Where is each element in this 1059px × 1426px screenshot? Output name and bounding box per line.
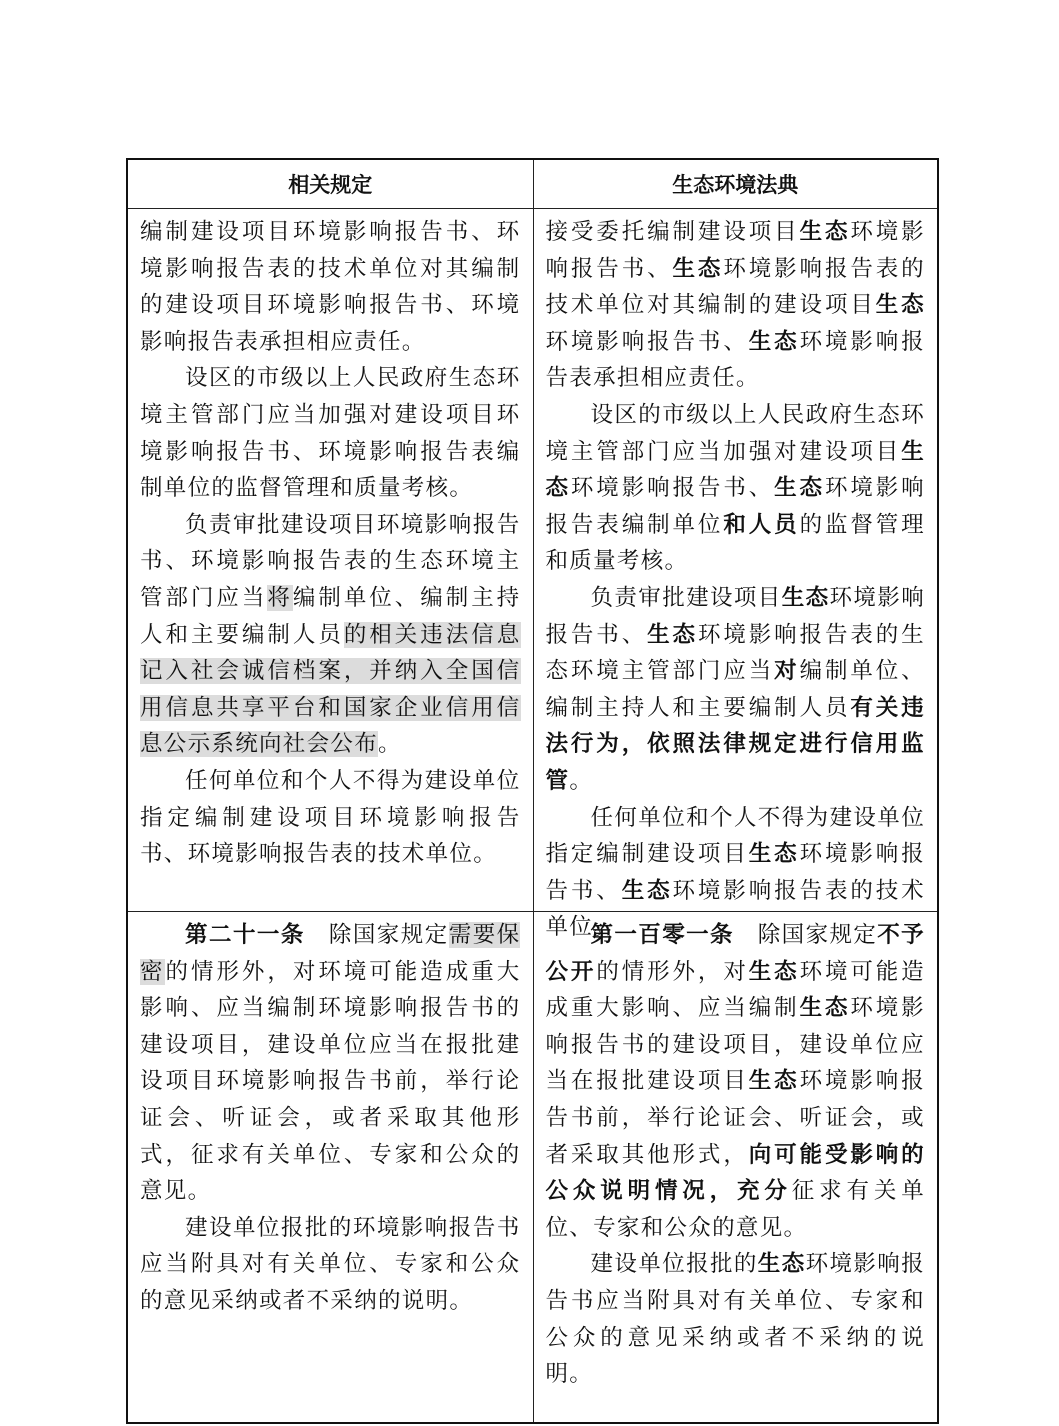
table-row [128,912,937,1422]
text-run: 。 [378,731,402,758]
text-run: 环境影响报告表的技术单位。 [545,877,925,941]
bold-text-run: 生态 [748,841,800,868]
paragraph [546,580,926,800]
text-run: 环境影响报告书的建设项目，建设单位应当在报批建设项目 [545,995,925,1095]
text-run: 的情形外，对环境可能造成重大影响、应当编制环境影响报告书的建设项目，建设单位应当在报批建设项目环境影响报告书前，举行论证会、听证会，或者采取其他形式，征求有关单位、专家和公众的意见。 [140,958,521,1205]
bold-text-run: 生态 [621,877,673,904]
text-run: 。 [569,767,594,794]
left-cell-row1 [128,209,533,911]
bold-text-run: 生态 [799,995,851,1022]
article-number: 第二十一条 [185,922,305,948]
paragraph [140,507,521,763]
text-run: 环境影响报告书、 [570,475,775,502]
highlighted-text: 的相关违法信息记入社会诚信档案，并纳入全国信用信息共享平台和国家企业信用信息公示系统向社会公布 [140,621,521,758]
text-run: 环境影响报告书、 [545,841,925,904]
paragraph: 任何单位和个人不得为建设单位指定编制建设项目环境影响报告书、环境影响报告表的技术单位。 [140,767,521,868]
bold-text-run: 不予公开 [545,922,925,985]
right-cell-row2 [533,912,938,1422]
bold-text-run: 生态 [672,255,724,282]
text-run: 建设单位报批的 [590,1251,758,1278]
paragraph [546,397,926,580]
bold-text-run: 第一百零一条 [590,922,734,948]
bold-text-run: 向可能受影响的公众说明情况，充分 [545,1141,925,1205]
paragraph [140,917,521,1210]
text-run: 环境影响报告表编制单位 [545,475,925,538]
left-cell-row2 [128,912,533,1422]
highlighted-text: 需要保密 [140,922,521,985]
bold-text-run: 生态 [799,219,851,245]
text-run: 环境影响报告表的技术单位对其编制的建设项目 [545,255,925,319]
text-run: 环境影响报告书、 [545,219,925,282]
text-run: 任何单位和个人不得为建设单位指定编制建设项目 [545,804,925,868]
bold-text-run: 对 [774,658,800,685]
text-run: 除国家规定 [304,922,449,948]
bold-text-run: 有关违法行为，依照法律规定进行信用监管 [545,694,925,794]
bold-text-run: 生态 [774,475,825,502]
bold-text-run: 生态 [748,958,800,985]
paragraph [546,1246,926,1392]
text-run: 负责审批建设项目环境影响报告书、环境影响报告表的生态环境主管部门应当 [140,511,521,611]
text-run: 环境影响报告表承担相应责任。 [545,328,925,392]
bold-text-run: 生态 [545,438,925,502]
table-header-row [128,160,937,209]
bold-text-run: 生态 [781,584,830,611]
bold-text-run: 生态 [647,621,698,648]
header-eco-env-code: 生态环境法典 [533,160,938,208]
text-run: 编制单位、编制主持人和主要编制人员 [140,584,521,648]
paragraph: 建设单位报批的环境影响报告书应当附具对有关单位、专家和公众的意见采纳或者不采纳的说明。 [140,1214,521,1314]
text-run: 环境可能造成重大影响、应当编制 [545,958,925,1022]
text-run: 环境影响报告书应当附具对有关单位、专家和公众的意见采纳或者不采纳的说明。 [545,1251,925,1388]
bold-text-run: 生态 [748,328,800,355]
text-run: 环境影响报告书前，举行论证会、听证会，或者采取其他形式， [545,1068,925,1168]
text-run: 的情形外，对 [596,958,749,985]
text-run: 负责审批建设项目 [590,584,782,611]
text-run: 环境影响报告表的生态环境主管部门应当 [545,621,925,685]
bold-text-run: 生态 [875,292,925,319]
text-run: 接受委托编制建设项目 [545,219,800,245]
paragraph: 编制建设项目环境影响报告书、环境影响报告表的技术单位对其编制的建设项目环境影响报告书、环境影响报告表承担相应责任。 [140,219,521,355]
paragraph: 设区的市级以上人民政府生态环境主管部门应当加强对建设项目环境影响报告书、环境影响报告表编制单位的监督管理和质量考核。 [140,365,521,502]
text-run: 环境影响报告书、 [545,584,926,648]
text-run: 设区的市级以上人民政府生态环境主管部门应当加强对建设项目 [545,401,925,465]
bold-text-run: 生态 [757,1251,806,1278]
paragraph [546,214,926,397]
text-run: 的监督管理和质量考核。 [545,511,925,575]
bold-text-run: 生态 [748,1068,800,1095]
text-run: 编制单位、编制主持人和主要编制人员 [545,658,925,721]
paragraph [546,917,926,1246]
bold-text-run: 和人员 [723,511,800,538]
text-run: 除国家规定 [733,922,878,948]
comparison-table [126,158,939,1424]
header-related-provisions: 相关规定 [288,173,373,197]
text-run: 征求有关单位、专家和公众的意见。 [545,1178,925,1241]
highlighted-text: 将 [267,584,293,611]
text-run: 环境影响报告书、 [545,328,749,355]
